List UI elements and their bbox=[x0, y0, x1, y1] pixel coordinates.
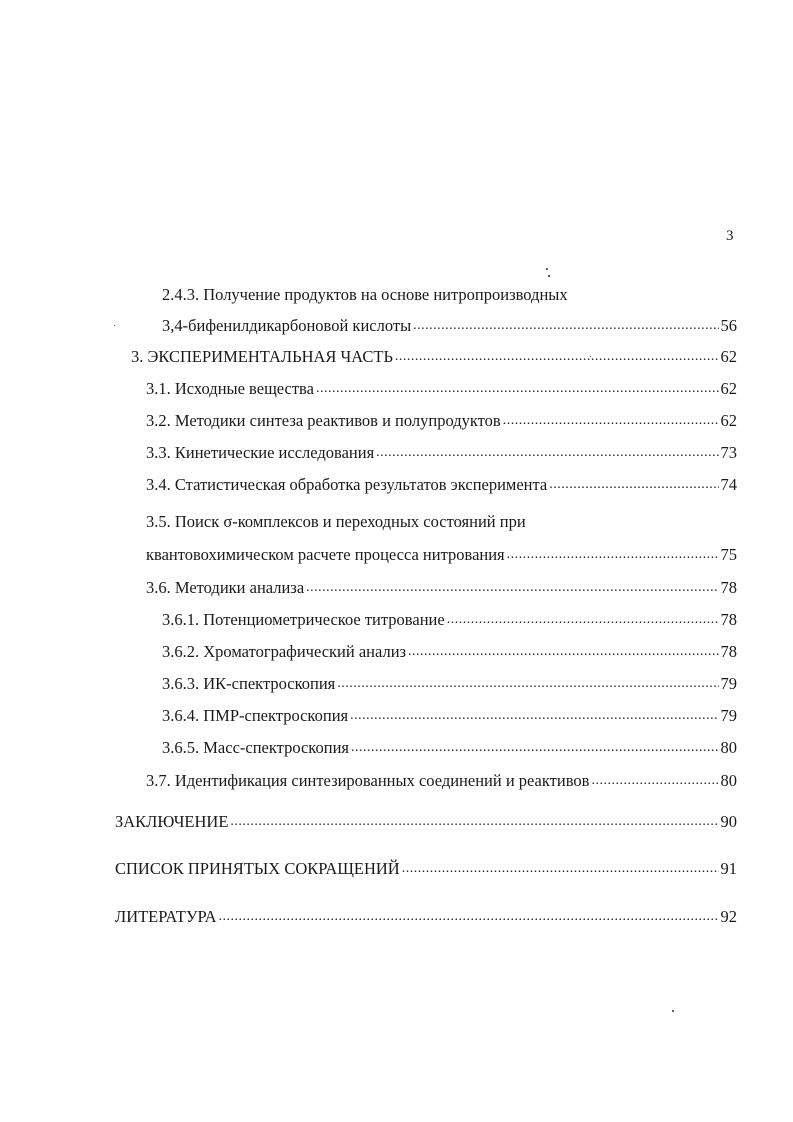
scan-speck bbox=[114, 325, 115, 326]
toc-entry-page: 62 bbox=[720, 411, 737, 430]
toc-entry-label: 2.4.3. Получение продуктов на основе нитропроизводных bbox=[162, 285, 568, 304]
toc-entry-page: 73 bbox=[720, 443, 737, 462]
toc-entry-page: 78 bbox=[720, 642, 737, 661]
toc-entry-page: 75 bbox=[720, 545, 737, 564]
leader-dots bbox=[351, 736, 719, 758]
toc-entry-2-4-3[interactable] bbox=[162, 285, 737, 305]
toc-entry-page: 79 bbox=[720, 706, 737, 725]
toc-entry-label: 3.6.3. ИК-спектроскопия bbox=[162, 674, 336, 693]
scan-speck bbox=[672, 1010, 674, 1012]
leader-dots bbox=[549, 473, 718, 495]
leader-dots bbox=[230, 810, 718, 832]
leader-dots bbox=[395, 345, 719, 367]
leader-dots bbox=[447, 608, 719, 630]
toc-entry-label: 3,4-бифенилдикарбоновой кислоты bbox=[162, 316, 412, 335]
toc-entry-label: СПИСОК ПРИНЯТЫХ СОКРАЩЕНИЙ bbox=[115, 859, 400, 878]
toc-entry-3-5-continued[interactable] bbox=[146, 545, 737, 567]
toc-entry-label: ЗАКЛЮЧЕНИЕ bbox=[115, 812, 229, 831]
toc-entry-page: 62 bbox=[720, 379, 737, 398]
toc-entry-page: 74 bbox=[720, 475, 737, 494]
toc-entry-abbreviations[interactable] bbox=[115, 859, 737, 881]
toc-entry-page: 80 bbox=[720, 738, 737, 757]
leader-dots bbox=[591, 769, 718, 791]
toc-entry-3-4[interactable] bbox=[146, 475, 737, 497]
toc-entry-label: 3.1. Исходные вещества bbox=[146, 379, 314, 398]
leader-dots bbox=[402, 857, 719, 879]
toc-entry-2-4-3-continued[interactable] bbox=[162, 316, 737, 338]
toc-entry-literature[interactable] bbox=[115, 907, 737, 929]
leader-dots bbox=[306, 576, 718, 598]
toc-entry-3-6-3[interactable] bbox=[162, 674, 737, 696]
toc-entry-3-2[interactable] bbox=[146, 411, 737, 433]
toc-entry-label: ЛИТЕРАТУРА bbox=[115, 907, 217, 926]
toc-entry-label: квантовохимическом расчете процесса нитрования bbox=[146, 545, 505, 564]
toc-entry-page: 79 bbox=[720, 674, 737, 693]
toc-entry-3-6-5[interactable] bbox=[162, 738, 737, 760]
toc-entry-label: 3.6.1. Потенциометрическое титрование bbox=[162, 610, 445, 629]
scan-speck bbox=[590, 356, 591, 357]
leader-dots bbox=[503, 409, 719, 431]
scan-speck bbox=[546, 268, 548, 270]
toc-entry-label: 3.5. Поиск σ-комплексов и переходных состояний при bbox=[146, 512, 526, 531]
toc-entry-label: 3.2. Методики синтеза реактивов и полупродуктов bbox=[146, 411, 501, 430]
leader-dots bbox=[219, 905, 719, 927]
toc-entry-3-1[interactable] bbox=[146, 379, 737, 401]
toc-entry-page: 92 bbox=[720, 907, 737, 926]
leader-dots bbox=[350, 704, 718, 726]
toc-entry-page: 91 bbox=[720, 859, 737, 878]
toc-entry-label: 3.6.5. Масс-спектроскопия bbox=[162, 738, 349, 757]
toc-entry-3-7[interactable] bbox=[146, 771, 737, 793]
toc-entry-label: 3. ЭКСПЕРИМЕНТАЛЬНАЯ ЧАСТЬ bbox=[131, 347, 393, 366]
toc-entry-page: 80 bbox=[720, 771, 737, 790]
leader-dots bbox=[337, 672, 718, 694]
toc-entry-page: 78 bbox=[720, 610, 737, 629]
toc-entry-3-6[interactable] bbox=[146, 578, 737, 600]
toc-entry-label: 3.4. Статистическая обработка результатов эксперимента bbox=[146, 475, 548, 494]
toc-entry-3-3[interactable] bbox=[146, 443, 737, 465]
leader-dots bbox=[316, 377, 719, 399]
toc-entry-conclusion[interactable] bbox=[115, 812, 737, 834]
toc-entry-page: 78 bbox=[720, 578, 737, 597]
leader-dots bbox=[376, 441, 718, 463]
toc-entry-3[interactable] bbox=[131, 347, 737, 369]
scan-speck bbox=[548, 275, 550, 277]
toc-entry-page: 90 bbox=[720, 812, 737, 831]
leader-dots bbox=[413, 314, 718, 336]
toc-entry-3-5[interactable] bbox=[146, 512, 737, 532]
leader-dots bbox=[408, 640, 718, 662]
toc-entry-page: 56 bbox=[720, 316, 737, 335]
toc-entry-label: 3.6. Методики анализа bbox=[146, 578, 305, 597]
toc-entry-3-6-2[interactable] bbox=[162, 642, 737, 664]
toc-entry-page: 62 bbox=[720, 347, 737, 366]
toc-entry-label: 3.6.4. ПМР-спектроскопия bbox=[162, 706, 349, 725]
toc-entry-3-6-4[interactable] bbox=[162, 706, 737, 728]
leader-dots bbox=[507, 543, 719, 565]
toc-entry-label: 3.7. Идентификация синтезированных соединений и реактивов bbox=[146, 771, 590, 790]
toc-entry-label: 3.6.2. Хроматографический анализ bbox=[162, 642, 407, 661]
toc-entry-3-6-1[interactable] bbox=[162, 610, 737, 632]
page-number: 3 bbox=[726, 228, 734, 244]
toc-entry-label: 3.3. Кинетические исследования bbox=[146, 443, 375, 462]
